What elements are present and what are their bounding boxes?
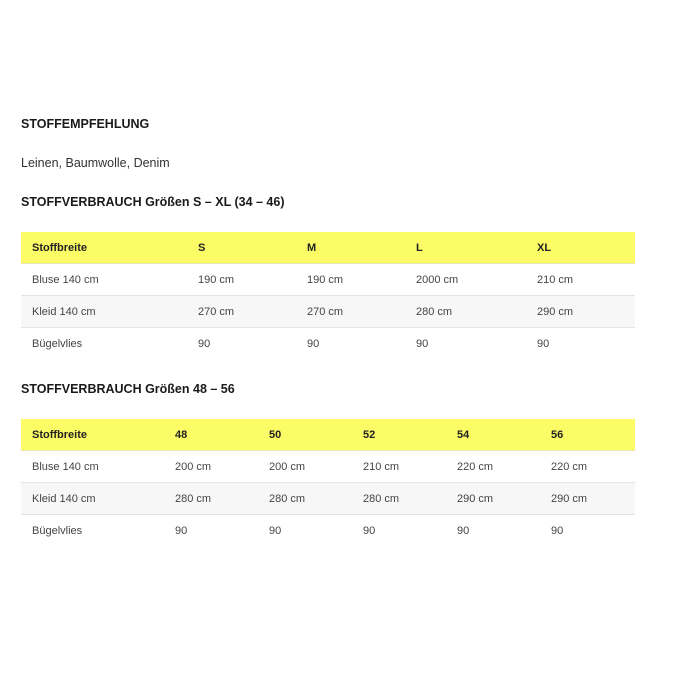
header-cell: 48 — [164, 419, 258, 451]
table-header-row — [21, 232, 635, 264]
table-cell: 190 cm — [296, 264, 405, 296]
table-row — [21, 515, 635, 547]
header-cell: 50 — [258, 419, 352, 451]
header-cell: L — [405, 232, 526, 264]
fabric-usage-table-s-xl — [21, 232, 635, 359]
table-cell: 280 cm — [164, 483, 258, 515]
table-row — [21, 328, 635, 360]
table-cell: 270 cm — [296, 296, 405, 328]
table-cell: 90 — [537, 337, 550, 350]
header-cell: Stoffbreite — [21, 419, 164, 451]
header-cell: S — [187, 232, 296, 264]
table-cell: Bluse 140 cm — [21, 451, 164, 483]
header-cell: Stoffbreite — [21, 232, 187, 264]
table-cell: Bluse 140 cm — [21, 264, 187, 296]
fabric-recommendation-heading: STOFFEMPFEHLUNG — [21, 117, 150, 131]
header-cell: 52 — [352, 419, 446, 451]
table-row — [21, 264, 635, 296]
table-cell: 200 cm — [164, 451, 258, 483]
table-header-row — [21, 419, 635, 451]
table-cell: 220 cm — [446, 451, 540, 483]
table-cell: Kleid 140 cm — [21, 483, 164, 515]
table-cell: 290 cm — [540, 483, 635, 515]
table-cell: 90 — [269, 524, 282, 537]
table-cell: 290 cm — [526, 296, 635, 328]
table-cell: 190 cm — [187, 264, 296, 296]
table1-heading: STOFFVERBRAUCH Größen S – XL (34 – 46) — [21, 195, 285, 209]
table-cell: 280 cm — [258, 483, 352, 515]
table-row — [21, 296, 635, 328]
table-cell: 200 cm — [258, 451, 352, 483]
header-cell: 56 — [540, 419, 635, 451]
table2-heading: STOFFVERBRAUCH Größen 48 – 56 — [21, 382, 235, 396]
table-cell: 90 — [457, 524, 470, 537]
table-cell: 280 cm — [405, 296, 526, 328]
table-cell: Bügelvlies — [32, 524, 83, 537]
table-cell: 2000 cm — [405, 264, 526, 296]
table-row — [21, 451, 635, 483]
table-cell: 290 cm — [446, 483, 540, 515]
table-cell: 90 — [307, 337, 320, 350]
table-cell: Kleid 140 cm — [21, 296, 187, 328]
table-cell: 90 — [175, 524, 188, 537]
header-cell: XL — [526, 232, 635, 264]
fabric-recommendation-text: Leinen, Baumwolle, Denim — [21, 156, 170, 170]
table-cell: 90 — [363, 524, 376, 537]
table-row — [21, 483, 635, 515]
table-cell: 90 — [198, 337, 211, 350]
table-cell: 90 — [551, 524, 564, 537]
fabric-usage-table-48-56 — [21, 419, 635, 546]
table-cell: 210 cm — [352, 451, 446, 483]
table-cell: 270 cm — [187, 296, 296, 328]
table-cell: 210 cm — [526, 264, 635, 296]
header-cell: 54 — [446, 419, 540, 451]
table-cell: 220 cm — [540, 451, 635, 483]
table-cell: 90 — [416, 337, 429, 350]
table-cell: 280 cm — [352, 483, 446, 515]
table-cell: Bügelvlies — [32, 337, 83, 350]
header-cell: M — [296, 232, 405, 264]
